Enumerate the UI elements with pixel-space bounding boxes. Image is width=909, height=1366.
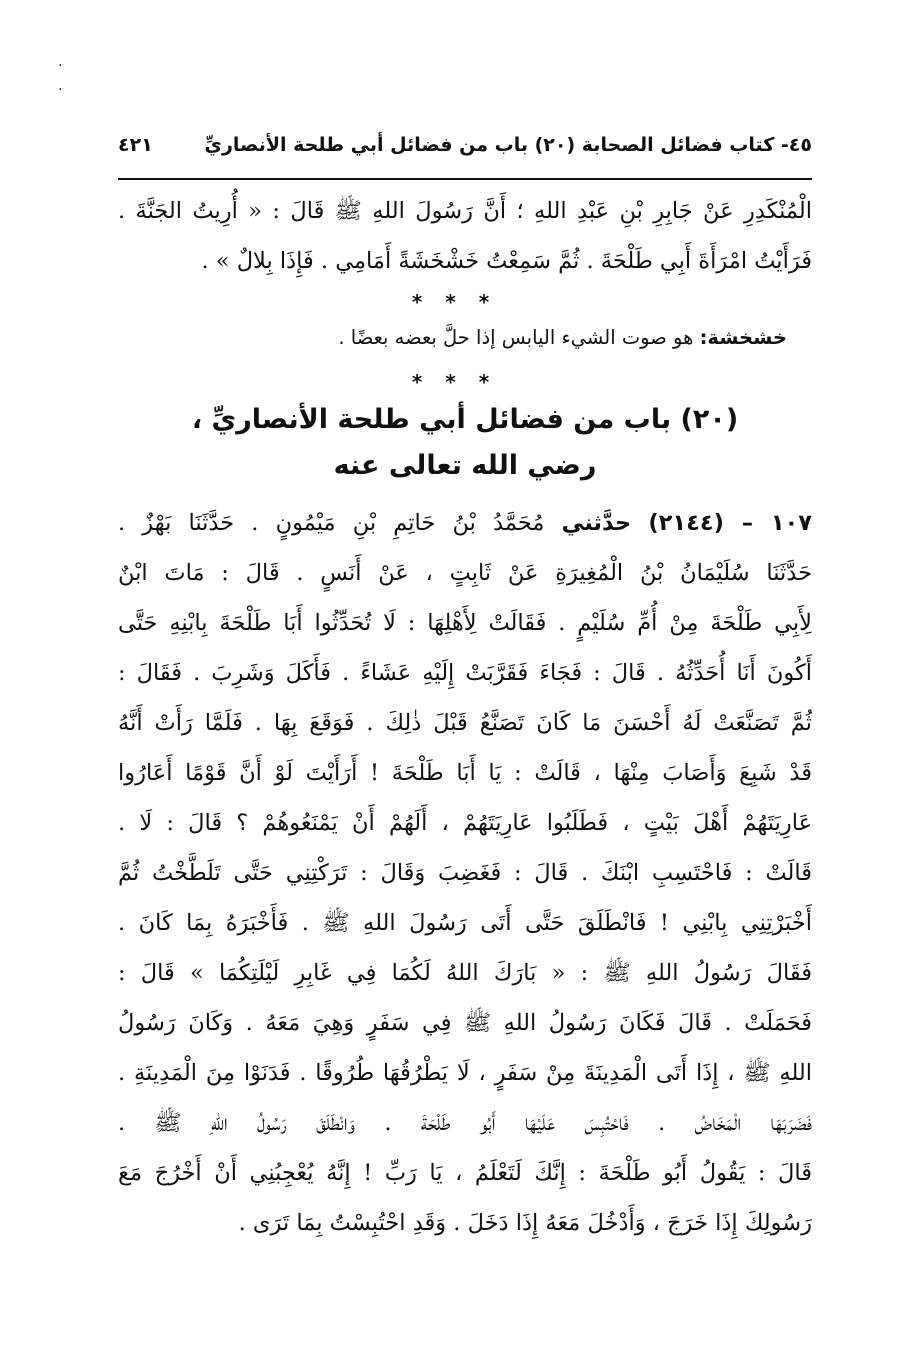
gloss-term: خشخشة: (699, 326, 787, 349)
margin-dot: · (58, 82, 63, 98)
page-number: ٤٢١ (118, 134, 153, 156)
chapter-subheading: رضي الله تعالى عنه (333, 450, 597, 481)
text-line: فَرَأَيْتُ امْرَأَةَ أَبِي طَلْحَةَ . ثُمَّ سَمِعْتُ خَشْخَشَةً أَمَامِي . فَإِذَا بِلالٌ » . (201, 248, 812, 274)
text-line: قَالَ : يَقُولُ أَبُو طَلْحَةَ : إِنَّكَ لَتَعْلَمُ ، يَا رَبِّ ! إِنَّهُ يُعْجِبُنِي أَنْ أَخْرُجَ مَعَ (118, 1160, 812, 1186)
text-line: فَضَرَبَهَا الْمَخَاضُ . فَاحْتُبِسَ عَلَيْهَا أَبُو طَلْحَةَ . وَانْطَلَقَ رَسُولُ اللهِ ﷺ . (118, 1110, 812, 1136)
hadith-number: ١٠٧ – (٢١٤٤) (648, 510, 812, 536)
text-line: اللهِ ﷺ ، إِذَا أَتَى الْمَدِينَةَ مِنْ سَفَرٍ ، لَا يَطْرُقُهَا طُرُوقًا . فَدَنَوْا مِنَ الْمَدِينَةِ . (118, 1060, 812, 1086)
hadith-first-line (118, 500, 812, 550)
header-rule (118, 178, 812, 180)
text-line: أَخْبَرْتِنِي بِابْنِي ! فَانْطَلَقَ حَتَّى أَتَى رَسُولَ اللهِ ﷺ . فَأَخْبَرَهُ بِمَا كَانَ . (118, 910, 812, 936)
text-line: عَارِيَتَهُمْ أَهْلَ بَيْتٍ ، فَطَلَبُوا عَارِيَتَهُمْ ، أَلَهُمْ أَنْ يَمْنَعُوهُمْ ؟ قَالَ : لَا . (118, 810, 812, 836)
text-line: لِأَبِي طَلْحَةَ مِنْ أُمِّ سُلَيْمٍ . فَقَالَتْ لِأَهْلِهَا : لَا تُحَدِّثُوا أَبَا طَلْحَةَ بِابْنِهِ حَتَّى (118, 610, 812, 636)
text-line: قَالَتْ : فَاحْتَسِبِ ابْنَكَ . قَالَ : فَغَضِبَ وَقَالَ : تَرَكْتِنِي حَتَّى تَلَطَّخْتُ ثُمَّ (118, 860, 812, 886)
text-line: فَحَمَلَتْ . قَالَ فَكَانَ رَسُولُ اللهِ ﷺ فِي سَفَرٍ وَهِيَ مَعَهُ . وَكَانَ رَسُولُ (118, 1010, 812, 1036)
gloss-text: هو صوت الشيء اليابس إذا حلَّ بعضه بعضًا . (338, 326, 694, 349)
running-header (118, 128, 812, 172)
running-header-title: ٤٥- كتاب فضائل الصحابة (٢٠) باب من فضائل أبي طلحة الأنصاريِّ (204, 134, 812, 156)
text-line: حَدَّثَنَا سُلَيْمَانُ بْنُ الْمُغِيرَةِ عَنْ ثَابِتٍ ، عَنْ أَنَسٍ . قَالَ : مَاتَ ابْنٌ (118, 560, 812, 586)
hadith-first-line-text: مُحَمَّدُ بْنُ حَاتِمِ بْنِ مَيْمُونٍ . حَدَّثَنَا بَهْزٌ . (118, 510, 545, 536)
separator-stars: * * * (411, 370, 498, 394)
text-line: الْمُنْكَدِرِ عَنْ جَابِرِ بْنِ عَبْدِ اللهِ ؛ أَنَّ رَسُولَ اللهِ ﷺ قَالَ : « أُرِيتُ الجَنَّةَ . (118, 198, 812, 224)
separator-stars: * * * (411, 290, 498, 314)
text-line: رَسُولِكَ إِذَا خَرَجَ ، وَأَدْخُلَ مَعَهُ إِذَا دَخَلَ . وَقَدِ احْتُبِسْتُ بِمَا تَرَى . (238, 1210, 812, 1236)
margin-dot: · (58, 58, 63, 74)
text-line: ثُمَّ تَصَنَّعَتْ لَهُ أَحْسَنَ مَا كَانَ تَصَنَّعُ قَبْلَ ذٰلِكَ . فَوَقَعَ بِهَا . فَلَمَّا رَأَتْ أَنَّهُ (118, 710, 812, 736)
text-line: فَقَالَ رَسُولُ اللهِ ﷺ : « بَارَكَ اللهُ لَكُمَا فِي غَابِرِ لَيْلَتِكُمَا » قَالَ : (118, 960, 812, 986)
text-line: أَكُونَ أَنَا أُحَدِّثُهُ . قَالَ : فَجَاءَ فَقَرَّبَتْ إِلَيْهِ عَشَاءً . فَأَكَلَ وَشَرِبَ . فَقَالَ : (118, 660, 812, 686)
hadith-intro: حدَّثني (561, 510, 632, 536)
text-line: قَدْ شَبِعَ وَأَصَابَ مِنْهَا ، قَالَتْ : يَا أَبَا طَلْحَةَ ! أَرَأَيْتَ لَوْ أَنَّ قَوْمًا أَعَارُوا (118, 760, 812, 786)
footnote-gloss (338, 326, 787, 349)
chapter-heading: (٢٠) باب من فضائل أبي طلحة الأنصاريِّ ، (191, 404, 739, 435)
